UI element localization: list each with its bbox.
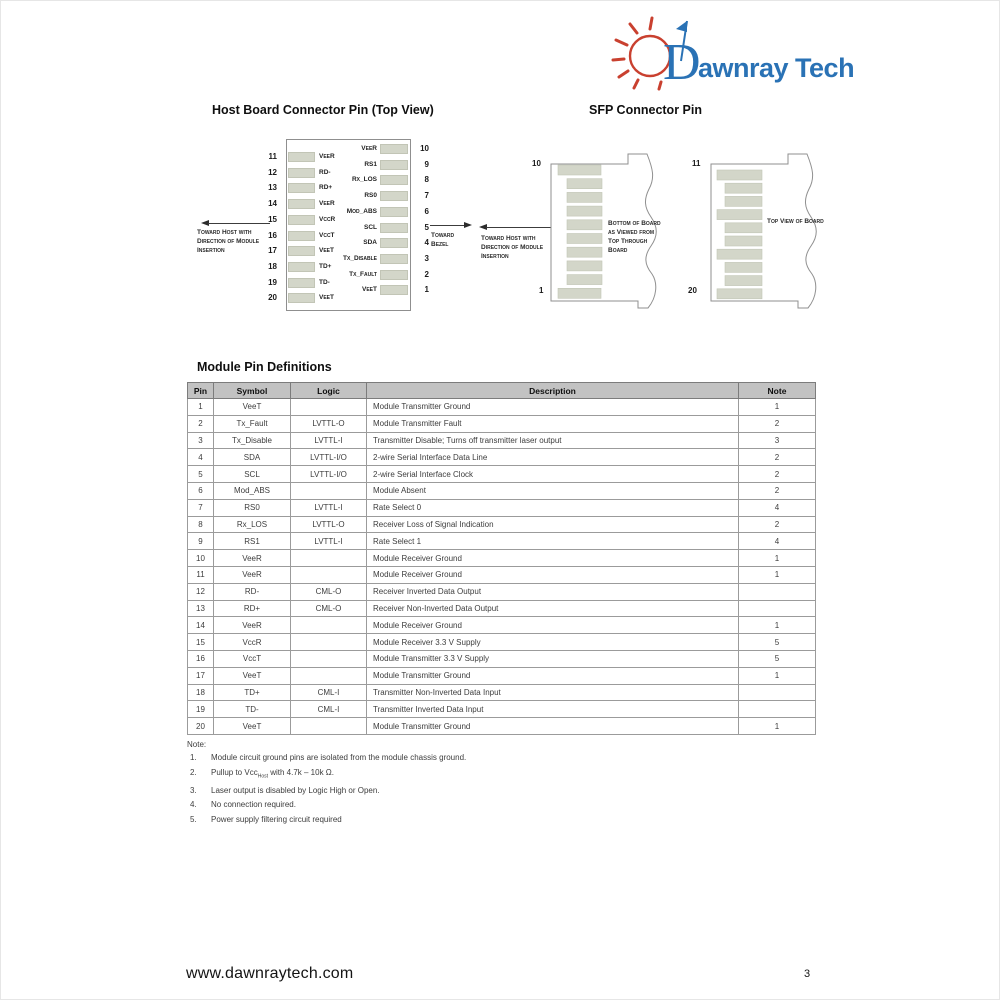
note-number: 4.: [190, 800, 197, 810]
host-pin-pad: [288, 231, 315, 241]
table-cell-description: Module Transmitter Ground: [367, 667, 739, 684]
sfp-pad: [725, 196, 762, 206]
table-cell-note: [739, 600, 816, 617]
host-pin-label: VeeT: [319, 294, 334, 302]
host-pin-pad: [380, 254, 408, 264]
host-pin-number: 15: [268, 214, 277, 224]
table-cell-symbol: VeeT: [214, 667, 291, 684]
table-cell-symbol: TD-: [214, 701, 291, 718]
note-text: No connection required.: [211, 800, 296, 810]
table-header-description: Description: [367, 383, 739, 399]
table-cell-logic: [291, 634, 367, 651]
table-cell-symbol: VeeR: [214, 566, 291, 583]
table-cell-symbol: Tx_Fault: [214, 415, 291, 432]
table-cell-logic: [291, 566, 367, 583]
table-cell-pin: 12: [188, 583, 214, 600]
footer-website: www.dawnraytech.com: [186, 965, 354, 982]
table-cell-note: 2: [739, 516, 816, 533]
host-pin-pad: [380, 160, 408, 170]
host-right-pin-row: [329, 285, 439, 295]
table-cell-logic: [291, 399, 367, 416]
host-pin-number: 17: [268, 246, 277, 256]
host-pin-pad: [288, 293, 315, 303]
host-pin-label: RD-: [319, 168, 331, 176]
table-cell-pin: 18: [188, 684, 214, 701]
table-cell-pin: 14: [188, 617, 214, 634]
table-cell-description: Transmitter Inverted Data Input: [367, 701, 739, 718]
table-cell-pin: 17: [188, 667, 214, 684]
notes-list: [187, 751, 747, 828]
table-cell-logic: CML-I: [291, 684, 367, 701]
host-pin-label: TD+: [319, 262, 332, 270]
host-pin-label: Mod_ABS: [346, 207, 377, 215]
host-pin-number: 6: [424, 206, 429, 216]
logo-letter-d: D: [663, 34, 701, 91]
logo-wordmark: awnray Tech: [698, 53, 855, 83]
table-cell-description: Module Receiver 3.3 V Supply: [367, 634, 739, 651]
table-cell-description: Module Receiver Ground: [367, 566, 739, 583]
host-pin-label: Rx_LOS: [351, 176, 377, 184]
note-text: Laser output is disabled by Logic High or Open.: [211, 785, 380, 795]
table-cell-description: Module Transmitter Ground: [367, 718, 739, 735]
host-pin-number: 16: [268, 230, 277, 240]
table-cell-description: Module Transmitter Ground: [367, 399, 739, 416]
table-cell-logic: LVTTL-O: [291, 516, 367, 533]
note-text: Module circuit ground pins are isolated from the module chassis ground.: [211, 753, 467, 762]
table-cell-logic: LVTTL-I: [291, 432, 367, 449]
table-cell-symbol: VccT: [214, 650, 291, 667]
table-cell-note: 1: [739, 550, 816, 567]
table-row: [188, 684, 816, 701]
host-diagram-title: Host Board Connector Pin (Top View): [212, 103, 434, 117]
host-pin-pad: [288, 215, 315, 225]
table-cell-pin: 15: [188, 634, 214, 651]
host-pin-number: 2: [424, 269, 429, 279]
table-cell-pin: 13: [188, 600, 214, 617]
note-item: [187, 766, 747, 784]
sfp-pad: [567, 192, 602, 202]
host-right-pin-row: [329, 238, 439, 248]
table-cell-note: 2: [739, 466, 816, 483]
host-pin-pad: [380, 270, 408, 280]
note-item: [187, 798, 747, 813]
host-pin-pad: [380, 285, 408, 295]
table-cell-symbol: Tx_Disable: [214, 432, 291, 449]
host-pin-number: 5: [424, 222, 429, 232]
table-cell-symbol: VeeR: [214, 550, 291, 567]
host-pin-number: 11: [268, 152, 277, 161]
host-pin-pad: [380, 223, 408, 233]
host-pin-number: 1: [424, 285, 429, 295]
host-pin-number: 4: [424, 238, 429, 248]
sfp-top-caption: Top View of Board: [767, 218, 824, 225]
table-cell-description: Receiver Inverted Data Output: [367, 583, 739, 600]
table-cell-pin: 19: [188, 701, 214, 718]
table-cell-symbol: VeeT: [214, 399, 291, 416]
table-header-logic: Logic: [291, 383, 367, 399]
table-row: [188, 634, 816, 651]
table-cell-logic: [291, 617, 367, 634]
sfp-pad: [567, 261, 602, 271]
host-pin-label: SCL: [364, 223, 377, 231]
sfp-pad: [717, 249, 762, 259]
sfp-pad: [567, 247, 602, 257]
host-pin-label: RS1: [364, 160, 377, 168]
table-cell-logic: [291, 550, 367, 567]
table-cell-pin: 10: [188, 550, 214, 567]
pin-definitions-table: [187, 382, 816, 735]
table-row: [188, 583, 816, 600]
table-cell-description: Module Absent: [367, 482, 739, 499]
table-cell-note: 2: [739, 415, 816, 432]
host-pin-number: 20: [268, 293, 277, 303]
sfp-pad: [725, 262, 762, 272]
table-cell-symbol: VeeT: [214, 718, 291, 735]
note-number: 2.: [190, 767, 197, 777]
table-cell-pin: 16: [188, 650, 214, 667]
host-pin-label: VeeR: [319, 200, 335, 208]
note-text: Power supply filtering circuit required: [211, 814, 342, 824]
table-cell-description: Module Transmitter Fault: [367, 415, 739, 432]
host-pin-number: 7: [424, 191, 429, 201]
sfp-top-top-pin-number: 11: [692, 159, 701, 168]
table-cell-pin: 7: [188, 499, 214, 516]
note-text: [211, 766, 334, 784]
table-header-pin: Pin: [188, 383, 214, 399]
sfp-pad: [558, 288, 601, 298]
table-cell-description: Transmitter Disable; Turns off transmitter laser output: [367, 432, 739, 449]
host-pin-number: 14: [268, 199, 277, 209]
sfp-pad: [558, 165, 601, 175]
host-pin-pad: [288, 278, 315, 288]
table-cell-logic: [291, 650, 367, 667]
notes-section: [187, 738, 747, 828]
note-text-pre: Pullup to Vcc: [211, 767, 258, 777]
host-pin-pad: [288, 152, 315, 162]
table-cell-note: 1: [739, 566, 816, 583]
host-pin-label: SDA: [363, 239, 377, 247]
bezel-arrow-head-icon: [464, 222, 472, 228]
table-cell-note: 5: [739, 650, 816, 667]
note-item: [187, 784, 747, 799]
table-header-row: [188, 383, 816, 399]
table-cell-symbol: RD+: [214, 600, 291, 617]
table-cell-description: Rate Select 0: [367, 499, 739, 516]
host-pin-pad: [380, 144, 408, 154]
host-pin-label: RS0: [364, 192, 377, 200]
note-item: [187, 813, 747, 828]
host-right-pin-row: [329, 270, 439, 280]
table-cell-pin: 11: [188, 566, 214, 583]
host-right-pin-row: [329, 223, 439, 233]
table-cell-description: Module Receiver Ground: [367, 550, 739, 567]
table-row: [188, 617, 816, 634]
table-cell-logic: [291, 667, 367, 684]
table-cell-note: 1: [739, 718, 816, 735]
table-cell-logic: LVTTL-I/O: [291, 449, 367, 466]
table-cell-logic: [291, 718, 367, 735]
table-cell-pin: 5: [188, 466, 214, 483]
table-cell-description: Receiver Non-Inverted Data Output: [367, 600, 739, 617]
bezel-arrow-line: [430, 225, 465, 226]
table-row: [188, 718, 816, 735]
host-pin-label: Tx_Disable: [343, 254, 377, 262]
table-cell-pin: 4: [188, 449, 214, 466]
sfp-pad: [725, 236, 762, 246]
table-cell-symbol: RD-: [214, 583, 291, 600]
host-right-pin-row: [329, 160, 439, 170]
sfp-pad: [725, 183, 762, 193]
host-pin-label: RD+: [319, 184, 333, 192]
table-cell-logic: CML-O: [291, 600, 367, 617]
table-header-note: Note: [739, 383, 816, 399]
table-cell-description: Module Transmitter 3.3 V Supply: [367, 650, 739, 667]
table-cell-description: Module Receiver Ground: [367, 617, 739, 634]
host-right-pin-row: [329, 207, 439, 217]
table-cell-description: Transmitter Non-Inverted Data Input: [367, 684, 739, 701]
toward-host-label-sfp: Toward Host with Direction of Module Insertion: [481, 235, 544, 260]
host-right-pin-row: [329, 175, 439, 185]
table-cell-logic: LVTTL-I: [291, 499, 367, 516]
host-right-pin-row: [329, 254, 439, 264]
table-cell-note: 1: [739, 617, 816, 634]
table-cell-symbol: SDA: [214, 449, 291, 466]
table-cell-note: 4: [739, 533, 816, 550]
table-cell-logic: LVTTL-I/O: [291, 466, 367, 483]
table-row: [188, 449, 816, 466]
notes-title: Note:: [187, 740, 207, 749]
table-row: [188, 466, 816, 483]
host-pin-pad: [288, 168, 315, 178]
host-pin-pad: [288, 199, 315, 209]
host-pin-pad: [288, 183, 315, 193]
table-row: [188, 516, 816, 533]
host-pin-pad: [380, 207, 408, 217]
table-cell-note: [739, 583, 816, 600]
footer-page-number: 3: [804, 968, 811, 980]
table-cell-description: 2-wire Serial Interface Clock: [367, 466, 739, 483]
host-pin-label: VeeR: [319, 153, 335, 160]
host-pin-number: 9: [424, 159, 429, 169]
host-pin-label: VccT: [319, 231, 335, 239]
left-arrow-line: [208, 223, 270, 224]
table-cell-pin: 9: [188, 533, 214, 550]
host-pin-number: 8: [424, 175, 429, 185]
host-pin-label: VeeT: [362, 286, 377, 294]
table-row: [188, 701, 816, 718]
table-cell-symbol: Mod_ABS: [214, 482, 291, 499]
table-cell-description: Rate Select 1: [367, 533, 739, 550]
sfp-pad: [717, 210, 762, 220]
toward-bezel-label: Toward Bezel: [431, 232, 455, 248]
table-cell-note: 3: [739, 432, 816, 449]
table-cell-symbol: VeeR: [214, 617, 291, 634]
table-cell-pin: 6: [188, 482, 214, 499]
sfp-pad: [725, 276, 762, 286]
host-pin-number: 12: [268, 167, 277, 177]
host-right-pin-row: [329, 144, 439, 154]
table-cell-logic: CML-O: [291, 583, 367, 600]
table-cell-pin: 8: [188, 516, 214, 533]
host-pin-pad: [288, 262, 315, 272]
table-row: [188, 550, 816, 567]
host-pin-number: 18: [268, 261, 277, 271]
sfp-pad: [567, 220, 602, 230]
table-cell-note: [739, 701, 816, 718]
sfp-bottom-top-pin-number: 10: [532, 159, 541, 168]
table-cell-description: Receiver Loss of Signal Indication: [367, 516, 739, 533]
table-row: [188, 667, 816, 684]
host-pin-label: VeeT: [319, 247, 334, 255]
table-row: [188, 600, 816, 617]
sfp-diagram-title: SFP Connector Pin: [589, 103, 702, 117]
table-cell-pin: 2: [188, 415, 214, 432]
table-title: Module Pin Definitions: [197, 360, 332, 374]
note-number: 1.: [190, 753, 197, 762]
table-row: [188, 566, 816, 583]
host-pin-pad: [380, 191, 408, 201]
table-row: [188, 650, 816, 667]
toward-host-label-left: Toward Host with Direction of Module Insertion: [197, 229, 260, 254]
host-pin-number: 19: [268, 277, 277, 287]
host-pin-number: 13: [268, 183, 277, 193]
table-cell-description: 2-wire Serial Interface Data Line: [367, 449, 739, 466]
table-cell-note: [739, 684, 816, 701]
host-pin-number: 3: [424, 253, 429, 263]
host-pin-label: VeeR: [361, 145, 377, 152]
table-cell-symbol: VccR: [214, 634, 291, 651]
table-cell-symbol: Rx_LOS: [214, 516, 291, 533]
table-cell-note: 2: [739, 482, 816, 499]
sfp-pad: [567, 179, 602, 189]
table-cell-symbol: RS0: [214, 499, 291, 516]
sfp-pad: [717, 170, 762, 180]
table-cell-pin: 20: [188, 718, 214, 735]
table-cell-note: 1: [739, 399, 816, 416]
note-number: 5.: [190, 814, 197, 824]
sfp-pad: [567, 275, 602, 285]
note-item: [187, 751, 747, 766]
table-cell-logic: LVTTL-O: [291, 415, 367, 432]
host-pin-label: VccR: [319, 215, 336, 223]
table-row: [188, 499, 816, 516]
note-number: 3.: [190, 785, 197, 795]
table-cell-logic: CML-I: [291, 701, 367, 718]
table-row: [188, 432, 816, 449]
table-row: [188, 533, 816, 550]
host-pin-pad: [380, 175, 408, 185]
note-text-post: with 4.7k – 10k Ω.: [267, 767, 334, 777]
table-cell-symbol: TD+: [214, 684, 291, 701]
sfp-pad: [567, 206, 602, 216]
table-row: [188, 399, 816, 416]
host-pin-number: 10: [420, 144, 429, 153]
host-pin-label: Tx_Fault: [349, 270, 377, 278]
table-header-symbol: Symbol: [214, 383, 291, 399]
table-cell-note: 2: [739, 449, 816, 466]
table-cell-logic: LVTTL-I: [291, 533, 367, 550]
dawnray-tech-logo: [601, 9, 861, 91]
sfp-pad: [567, 234, 602, 244]
table-cell-symbol: RS1: [214, 533, 291, 550]
sfp-boards-drawing: [521, 146, 841, 316]
host-pin-pad: [380, 238, 408, 248]
sfp-pad: [725, 223, 762, 233]
table-cell-pin: 1: [188, 399, 214, 416]
note-text-subscript: Host: [257, 773, 268, 780]
sfp-bottom-bottom-pin-number: 1: [539, 286, 544, 295]
table-cell-pin: 3: [188, 432, 214, 449]
table-cell-symbol: SCL: [214, 466, 291, 483]
table-row: [188, 415, 816, 432]
host-pin-label: TD-: [319, 278, 330, 286]
sfp-top-bottom-pin-number: 20: [688, 286, 697, 295]
table-row: [188, 482, 816, 499]
table-cell-note: 5: [739, 634, 816, 651]
host-pin-pad: [288, 246, 315, 256]
table-cell-note: 4: [739, 499, 816, 516]
host-right-pin-row: [329, 191, 439, 201]
table-cell-logic: [291, 482, 367, 499]
sfp-bottom-caption: Bottom of Board as Viewed from Top Through Board: [608, 220, 661, 254]
table-cell-note: 1: [739, 667, 816, 684]
sfp-pad: [717, 289, 762, 299]
